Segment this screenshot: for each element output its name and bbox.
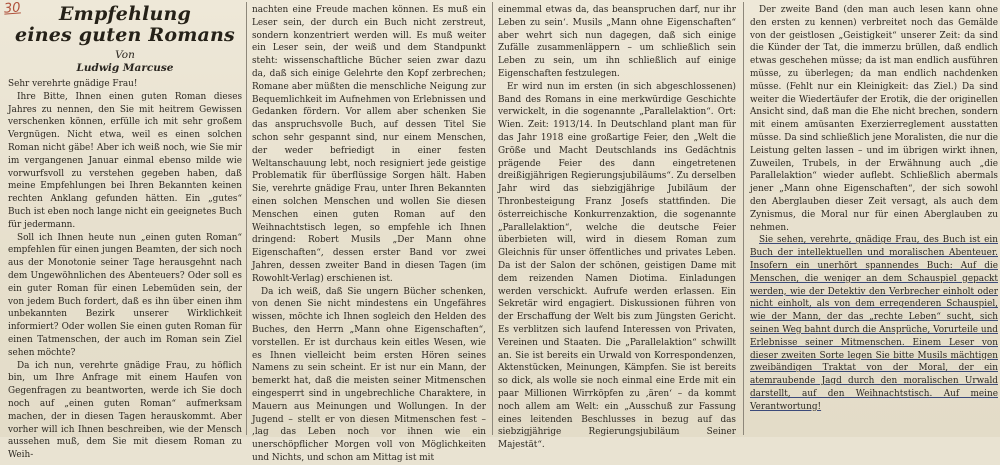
- column-divider: [492, 2, 493, 435]
- paragraph-underlined: Sie sehen, verehrte, gnädige Frau, des Buch ist ein Buch der intellektuellen und moralischen Abenteuer. Insofern ein unerhört spannendes Buch: Auf die Menschen, die weniger an dem Schauspiel gepackt werden, wie der Detektiv den Verbrecher einholt oder nicht einholt, als von dem erregenderen Schauspiel, wie der Mann, der das „rechte Leben“ sucht, sich seinen Weg bahnt durch die Ansprüche, Vorurteile und Erlebnisse seiner Mitmenschen. Einem Leser von dieser zweiten Sorte legen Sie bitte Musils mächtigen zweibändigen Traktat von der Moral, der ein atemraubende Jagd durch den moralischen Urwald darstellt, auf den Weihnachtstisch. Auf meine Verantwortung!: [750, 235, 998, 412]
- column-1-text: [8, 78, 242, 462]
- paragraph: Er wird nun im ersten (in sich abgeschlossenen) Band des Romans in eine merkwürdige Geschichte verwickelt, in die sogenannte „Parallelaktion“. Ort: Wien. Zeit: 1913/14. In Deutschland plant man für das Jahr 1918 eine großartige Feier, den „Welt die Größe und Macht Deutschlands ins Gedächtnis prägende Feier des dann eingetretenen dreißigjährigen Regierungsjubiläums“. Zu derselben Jahr wird das siebzigjährige Jubiläum der Thronbesteigung Franz Josefs stattfinden. Die österreichische Konkurrenzaktion, die sogenannte „Parallelaktion“, welche die deutsche Feier überbieten will, wird in diesem Roman zum Gleichnis für unser öffentliches und privates Leben. Da ist der Salon der schönen, geistigen Dame mit dem reizenden Namen Diotima. Einladungen werden verschickt. Aufrufe werden erlassen. Ein Sekretär wird engagiert. Diskussionen führen von der Erschaffung der Welt bis zum Jüngsten Gericht. Es verblitzen sich laufend Interessen von Privaten, Vereinen und Staaten. Die „Parallelaktion“ schwillt an. Sie ist bereits ein Urwald von Korrespondenzen, Aktenstücken, Meinungen, Kämpfen. Sie ist bereits so dick, als wolle sie noch einmal eine Erde mit ein paar Millionen Wirrköpfen zu ‚ären‘ – da kommt noch allem am Welt: ein „Ausschuß zur Fassung eines leitenden Beschlusses in bezug auf das siebzigjährige Regierungsjubiläum Seiner Majestät“.: [498, 81, 736, 451]
- headline-line-1: Empfehlung: [58, 3, 192, 25]
- headline-line-2: eines guten Romans: [15, 24, 235, 46]
- column-divider: [246, 2, 247, 435]
- paragraph: einemmal etwas da, das beanspruchen darf, nur ihr Leben zu sein‘. Musils „Mann ohne Eigenschaften“ aber wehrt sich nun dagegen, daß sich einige Zufälle zusammenläppern – um schließlich sein Leben zu sein, um ihn schließlich auf einige Eigenschaften festzulegen.: [498, 5, 736, 79]
- paragraph: Soll ich Ihnen heute nun „einen guten Roman“ empfehlen für einen jungen Beamten, der sich noch aus der Monotonie seiner Tage herausgehnt nach dem Ungewöhnlichen des Abenteuers? Oder soll es ein guter Roman für einen Lebemüden sein, der von jedem Buch fordert, daß es ihn über einen ihm unbekannten Bezirk unserer Wirklichkeit informiert? Oder wollen Sie einen guten Roman für einen Tatmenschen, der auch im Roman sein Ziel sehen möchte?: [8, 232, 242, 358]
- paragraph: Da ich nun, verehrte gnädige Frau, zu höflich bin, um Ihre Anfrage mit einem Haufen von Gegenfragen zu beantworten, werde ich Sie doch noch auf „einen guten Roman“ aufmerksam machen, der in diesen Tagen herauskommt. Aber vorher will ich Ihnen beschreiben, wie der Mensch aussehen muß, dem Sie mit diesem Roman zu Weih-: [8, 360, 242, 461]
- paragraph: Da ich weiß, daß Sie ungern Bücher schenken, von denen Sie nicht mindestens ein Ungefähres wissen, möchte ich Ihnen sogleich den Helden des Buches, den Herrn „Mann ohne Eigenschaften“, vorstellen. Er ist durchaus kein eitles Wesen, wie es Ihnen vielleicht beim ersten Hören seines Namens zu sein scheint. Er ist nur ein Mann, der bemerkt hat, daß die meisten seiner Mitmenschen eingesperrt sind in ungebrechliche Charaktere, in Mauern aus Meinungen und Wollungen. In der Jugend – stellt er von diesen Mitmenschen fest – ‚lag das Leben noch vor ihnen wie ein unerschöpflicher Morgen voll von Möglichkeiten und Nichts, und schon am Mittag ist mit: [252, 286, 486, 463]
- article-column-2: [252, 4, 486, 463]
- paragraph: Ihre Bitte, Ihnen einen guten Roman dieses Jahres zu nennen, den Sie mit heitrem Gewissen verschenken können, erfülle ich mit sehr großem Vergnügen. Nicht etwa, weil es einen solchen Roman nicht gäbe! Aber ich weiß noch, wie Sie mir im vergangenen Januar einmal ebenso milde wie vorwurfsvoll zu verstehen gegeben haben, daß meine Empfehlungen bei Ihren Bekannten keinen rechten Anklang gefunden hätten. Ein „gutes“ Buch ist eben noch lange nicht ein geeignetes Buch für jedermann.: [8, 91, 242, 230]
- paragraph: Der zweite Band (den man auch lesen kann ohne den ersten zu kennen) verbreitet noch das Gemälde von der geistlosen „Geistigkeit“ unserer Zeit: da sind die Künder der Tat, die immerzu brüllen, daß endlich etwas geschehen müsse; da ist man endlich ausführen müsse, zu überlegen; da man endlich nachdenken müsse. (Fehlt nur ein Kleinigkeit: das Ziel.) Da sind weiter die Wiedertäufer der Erotik, die der originellen Ansicht sind, daß man die Ehe nicht brechen, sondern mit einem amüsanten Exerzierreglement ausstatten müsse. Da sind schließlich jene Moralisten, die nur die Leistung gelten lassen – und im übrigen wirkt ihnen, Zuweilen, Trubels, in der Erwähnung auch „die Parallelaktion“ wieder auflebt. Schließlich abermals jener „Mann ohne Eigenschaften“, der sich sowohl den Aberglauben dieser Zeit versagt, als auch dem Zynismus, die Moral nur für einen Aberglauben zu nehmen.: [750, 5, 998, 233]
- byline-von: Von: [115, 49, 135, 61]
- column-4-text: [750, 4, 998, 414]
- article-column-3: [498, 4, 736, 451]
- page-number: 30: [3, 0, 22, 17]
- author-name: Ludwig Marcuse: [76, 62, 174, 74]
- salutation: Sehr verehrte gnädige Frau!: [8, 79, 138, 89]
- article-column-4: [750, 4, 998, 437]
- article-column-1: [8, 3, 242, 461]
- column-2-text: [252, 4, 486, 465]
- column-3-text: [498, 4, 736, 452]
- paragraph: nachten eine Freude machen können. Es muß ein Leser sein, der durch ein Buch nicht zerstreut, sondern konzentriert werden will. Es muß weiter ein Leser sein, der weiß und dem Standpunkt steht: wissenschaftliche Bücher seien zwar dazu da, daß sich einige Gelehrte den Kopf zerbrechen; Romane aber müßten die menschliche Neigung zur Bequemlichkeit im Aufnehmen von Erlebnissen und Gedanken fördern. Vor allem aber schenken Sie das anspruchsvolle Buch, auf dessen Titel Sie schon sehr gespannt sind, nur einem Menschen, der weder befriedigt in einer festen Weltanschauung lebt, noch resigniert jede geistige Problematik für überflüssige Sorgen hält. Haben Sie, verehrte gnädige Frau, unter Ihren Bekannten einen solchen Menschen und wollen Sie diesen Menschen einen guten Roman auf den Weihnachtstisch legen, so empfehle ich Ihnen dringend: Robert Musils „Der Mann ohne Eigenschaften“, dessen erster Band vor zwei Jahren, dessen zweiter Band in diesen Tagen (im Rowohlt-Verlag) erschienen ist.: [252, 5, 486, 284]
- article-header: [8, 4, 242, 75]
- column-divider: [743, 2, 744, 435]
